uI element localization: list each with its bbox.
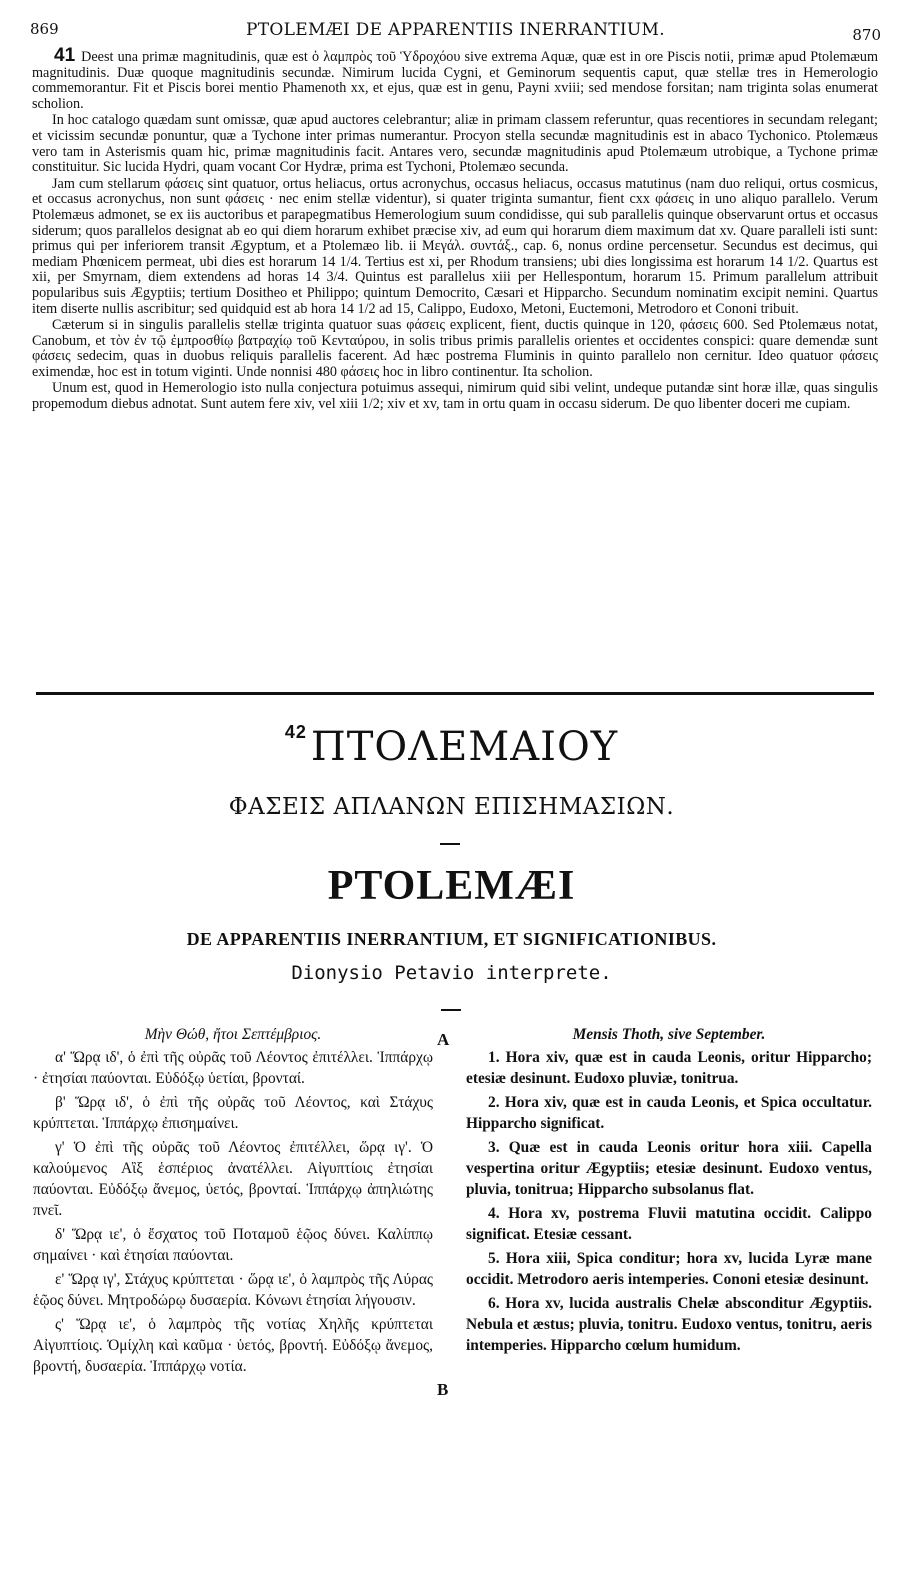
page-number-left: 869 bbox=[30, 20, 59, 38]
latin-entry: 5. Hora xiii, Spica conditur; hora xv, lucida Lyræ mane occidit. Metrodoro aeris intemperies. Cononi etesiæ desinunt. bbox=[466, 1250, 872, 1288]
latin-entry: 2. Hora xiv, quæ est in cauda Leonis, et Spica occultatur. Hipparcho significat. bbox=[466, 1094, 872, 1132]
greek-entry: γ' Ὁ ἐπὶ τῆς οὐρᾶς τοῦ Λέοντος ἐπιτέλλει, ὥρᾳ ιγ'. Ὁ καλούμενος Αἲξ ἑσπέριος ἀνατέλλει. Αἰγυπτίοις ἐτησίαι παύονται. Εὐδόξῳ ἄνεμος, ὑετός, βρονταί. Ἱππάρχῳ ἀπηλιώτης πνεῖ. bbox=[33, 1139, 433, 1219]
note-paragraph: Cæterum si in singulis parallelis stellæ triginta quatuor suas φάσεις explicent, fient, ductis quinque in 120, φάσεις 600. Sed Ptolemæus notat, Canobum, et τὸν ἐν τῷ ἐμπροσθίῳ βατραχίῳ τοῦ Κενταύρου, in solis tribus primis parallelis orientes et occidentes conspici: quare demendæ sunt φάσεις sedecim, quas in duobus reliquis parallelis facerent. Ad hæc postrema Fluminis in quinto parallelo non cernitur. Ideo quatuor φάσεις eximendæ, hoc est in totum viginti. Unde nonnisi 480 φάσεις hoc in libro continentur. Ita scholion. bbox=[32, 317, 878, 380]
margin-marker-b: B bbox=[437, 1380, 449, 1399]
section-divider bbox=[36, 692, 874, 695]
greek-entry: β' Ὥρᾳ ιδ', ὁ ἐπὶ τῆς οὐρᾶς τοῦ Λέοντος, καὶ Στάχυς κρύπτεται. Ἱππάρχῳ ἐπισημαίνει. bbox=[33, 1094, 433, 1132]
latin-column-heading: Mensis Thoth, sive September. bbox=[572, 1026, 766, 1043]
section-number: 42 bbox=[284, 722, 307, 742]
latin-entry: 3. Quæ est in cauda Leonis oritur hora xiii. Capella vespertina oritur Ægyptiis; etesiæ desinunt. Eudoxo ventus, pluvia, tonitrua; Hipparcho subsolanus flat. bbox=[466, 1139, 872, 1198]
note-paragraph: Unum est, quod in Hemerologio isto nulla conjectura potuimus assequi, nimirum quid sibi velint, undeque putandæ sint horæ illæ, quas singulis propemodum diebus adnotat. Sunt autem fere xiv, vel xiii 1/2; xiv et xv, tam in ortu quam in occasu siderum. De quo libenter doceri me cupiam. bbox=[32, 380, 878, 413]
note-paragraph: Jam cum stellarum φάσεις sint quatuor, ortus heliacus, ortus acronychus, occasus heliacus, occasus matutinus (nam duo reliqui, ortus cosmicus, et occasus acronychus, non sunt φάσεις · nec enim stellæ videntur), si quater triginta sumantur, fient cxx φάσεις in uno aliquo parallelo. Verum Ptolemæus admonet, se ex iis auctoribus et parapegmatibus Hemerologium suum condidisse, qui sub parallelis quinque observarunt ortus et occasus siderum; quos parallelos designat ab eo qui diem horarum exhibet præcise xiv, ad eum qui horarum diem maximum dat xv. Quare paralleli isti sunt: primus qui per inferiorem transit Ægyptum, et a Ptolemæo lib. ii Μεγάλ. συντάξ., cap. 6, nonus ordine percensetur. Secundus est decimus, qui mediam Phœnicem permeat, ubi dies est horarum 14 1/4. Tertius est xi, per Rhodum transiens; ubi dies longissima est horarum 14 1/2. Quartus est xii, per Smyrnam, diem extendens ad horas 14 3/4. Quintus est parallelus xiii per Hellespontum, horarum 15. Primum parallelum attribuit popularibus suis Ægyptiis; tertium Dositheo et Philippo; quintum Democrito, Cæsari et Hipparcho. Secundum nominatim excipit nemini. Quartus item diserte nullis ascribitur; sed quidquid est ab hora 14 1/2 ad 15, Calippo, Eudoxo, Metoni, Euctemoni, Metrodoro et Cononi tribuit. bbox=[32, 175, 878, 317]
greek-entry: ς' Ὥρᾳ ιε', ὁ λαμπρὸς τῆς νοτίας Χηλῆς κρύπτεται Αἰγυπτίοις. Ὁμίχλη καὶ καῦμα · ὑετός, βροντή. Εὐδόξῳ ἄνεμος, βροντή, δυσαερία. Ἱππάρχῳ νοτία. bbox=[33, 1316, 433, 1375]
greek-entry: δ' Ὥρᾳ ιε', ὁ ἔσχατος τοῦ Ποταμοῦ ἑῷος δύνει. Καλίππῳ σημαίνει · καὶ ἐτησίαι παύονται. bbox=[33, 1226, 433, 1264]
latin-subtitle: DE APPARENTIIS INERRANTIUM, ET SIGNIFICATIONIBUS. bbox=[186, 929, 717, 949]
note-paragraph: 41 Deest una primæ magnitudinis, quæ est ὁ λαμπρὸς τοῦ Ὑδροχόου sive extrema Aquæ, quæ est in ore Piscis notii, primæ apud Ptolemæum magnitudinis. Duæ quoque magnitudinis secundæ. Nimirum lucida Cygni, et Geminorum sequentis caput, quæ stellæ tres in Hemerologio commemorantur. Fit et Piscis borei mentio Phamenoth xx, et ejus, quæ est in genu, Payni xviii; sed mendose forsitan; nam triginta solas enumerat scholion. bbox=[32, 45, 878, 112]
latin-column bbox=[466, 1024, 872, 1359]
title-dash-2 bbox=[441, 1009, 461, 1011]
latin-title: PTOLEMÆI bbox=[327, 863, 576, 909]
running-header bbox=[30, 20, 881, 46]
greek-entry: ε' Ὥρᾳ ιγ', Στάχυς κρύπτεται · ὥρᾳ ιε', ὁ λαμπρὸς τῆς Λύρας ἑῷος δύνει. Μητροδώρῳ δυσαερία. Κόνωνι ἐτησίαι λήγουσιν. bbox=[33, 1271, 433, 1309]
running-title: PTOLEMÆI DE APPARENTIIS INERRANTIUM. bbox=[246, 20, 665, 40]
notes-section bbox=[32, 45, 878, 414]
interpreter-line: Dionysio Petavio interprete. bbox=[291, 962, 612, 984]
greek-title: $^{42}$ ΠΤΟΛΕΜΑΙΟΥ bbox=[284, 722, 619, 770]
greek-column-heading: Μὴν Θώθ, ἤτοι Σεπτέμβριος. bbox=[144, 1026, 322, 1043]
note-number: 41 bbox=[54, 45, 76, 66]
title-dash bbox=[440, 843, 460, 845]
greek-column bbox=[33, 1024, 433, 1380]
latin-entry: 4. Hora xv, postrema Fluvii matutina occidit. Calippo significat. Etesiæ cessant. bbox=[466, 1205, 872, 1243]
greek-entry: α' Ὥρᾳ ιδ', ὁ ἐπὶ τῆς οὐρᾶς τοῦ Λέοντος ἐπιτέλλει. Ἱππάρχῳ · ἐτησίαι παύονται. Εὐδόξῳ ὑετίαι, βρονταί. bbox=[33, 1049, 433, 1087]
page-number-right: 870 bbox=[852, 26, 881, 44]
note-paragraph: In hoc catalogo quædam sunt omissæ, quæ apud auctores celebrantur; aliæ in primam classem referuntur, quas recentiores in secundam relegant; et vicissim secundæ ponuntur, quæ a Tychone inter primas numerantur. Procyon stella secundæ magnitudinis est in abaco Tychonico. Ptolemæus vero tam in Asterismis quam hic, primæ magnitudinis facit. Antares vero, secundæ magnitudinis apud Ptolemæum utrobique, a Tychone primæ constituitur. Sic lucida Hydri, quam vocant Cor Hydræ, prima est Tychoni, Ptolemæo secunda. bbox=[32, 112, 878, 176]
margin-marker-a: A bbox=[437, 1030, 450, 1049]
latin-entry: 6. Hora xv, lucida australis Chelæ absconditur Ægyptiis. Nebula et æstus; pluvia, tonitru. Eudoxo ventus, tonitru, aeris intemperies. Hipparcho cœlum humidum. bbox=[466, 1295, 872, 1354]
latin-entry: 1. Hora xiv, quæ est in cauda Leonis, oritur Hipparcho; etesiæ desinunt. Eudoxo pluviæ, tonitrua. bbox=[466, 1049, 872, 1087]
greek-subtitle: ΦΑΣΕΙΣ ΑΠΛΑΝΩΝ ΕΠΙΣΗΜΑΣΙΩΝ. bbox=[228, 794, 675, 820]
